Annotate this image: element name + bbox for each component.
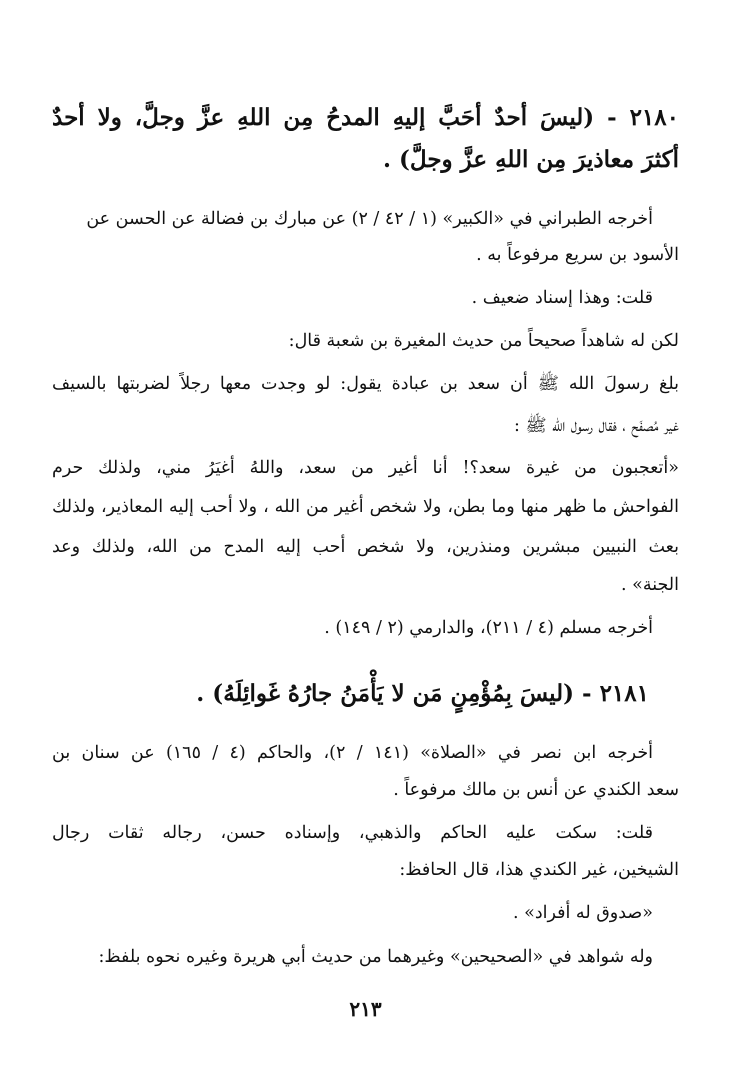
takhrij-line-2: الأسود بن سريع مرفوعاً به .: [476, 245, 679, 265]
quote-line-4: الجنة» .: [621, 575, 679, 595]
shawahid-line: وله شواهد في «الصحيحين» وغيرهما من حديث أبي هريرة وغيره نحوه بلفظ:: [98, 947, 653, 967]
story-line-1: بلغ رسولَ الله ﷺ أن سعد بن عبادة يقول: لو وجدت معها رجلاً لضربتها بالسيف: [52, 374, 679, 394]
takhrij-line-1: أخرجه الطبراني في «الكبير» (١ / ٤٢ / ٢) عن مبارك بن فضالة عن الحسن عن: [86, 209, 653, 229]
hadith-heading-2181: ٢١٨١ - (ليسَ بِمُؤْمِنٍ مَن لا يَأْمَنُ جارُهُ غَوائِلَهُ) .: [196, 680, 649, 707]
hadith-heading-line-1: ٢١٨٠ - (ليسَ أحدٌ أحَبَّ إليهِ المدحُ مِن اللهِ عزَّ وجلَّ، ولا أحدٌ: [52, 104, 679, 131]
hafiz-quote-line: «صدوق له أفراد» .: [513, 903, 653, 923]
hadith-heading-line-2: أكثرَ معاذيرَ مِن اللهِ عزَّ وجلَّ) .: [383, 146, 679, 173]
story-line-2: غير مُصفَح ، فقال رسول الله ﷺ :: [513, 416, 679, 436]
quote-line-3: بعث النبيين مبشرين ومنذرين، ولا شخص أحب إليه المدح من الله، ولذلك وعد: [52, 537, 679, 557]
takhrij-2181-line-1: أخرجه ابن نصر في «الصلاة» (١٤١ / ٢)، والحاكم (٤ / ١٦٥) عن سنان بن: [52, 743, 654, 763]
comment-2181-line-2: الشيخين، غير الكندي هذا، قال الحافظ:: [399, 860, 679, 880]
quote-line-1: «أتعجبون من غيرة سعد؟! أنا أغير من سعد، واللهُ أغيَرُ مني، ولذلك حرم: [52, 458, 679, 478]
quote-line-2: الفواحش ما ظهر منها وما بطن، ولا شخص أغير من الله ، ولا أحب إليه المعاذير، ولذلك: [52, 497, 679, 517]
page-number: ٢١٣: [349, 997, 382, 1021]
comment-line: قلت: وهذا إسناد ضعيف .: [471, 288, 653, 308]
source-line: أخرجه مسلم (٤ / ٢١١)، والدارمي (٢ / ١٤٩) .: [324, 618, 653, 638]
takhrij-2181-line-2: سعد الكندي عن أنس بن مالك مرفوعاً .: [393, 780, 679, 800]
comment-2181-line-1: قلت: سكت عليه الحاكم والذهبي، وإسناده حسن، رجاله ثقات رجال: [52, 823, 653, 843]
shahid-intro-line: لكن له شاهداً صحيحاً من حديث المغيرة بن شعبة قال:: [288, 331, 679, 351]
